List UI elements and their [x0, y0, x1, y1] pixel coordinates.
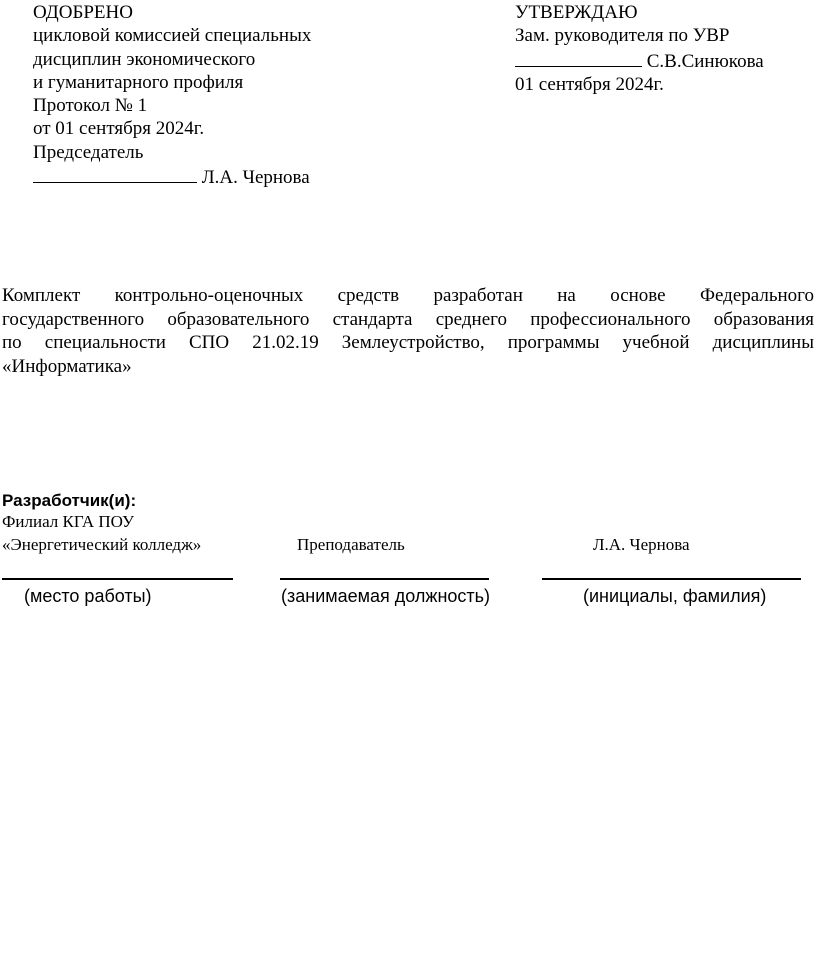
basis-line-1: Комплект контрольно-оценочных средств разработан на основе Федерального	[2, 285, 814, 306]
approve-block	[515, 1, 764, 96]
approved-protocol: Протокол № 1	[33, 95, 148, 117]
caption-position: (занимаемая должность)	[281, 586, 491, 606]
developer-person: Л.А. Чернова	[593, 535, 690, 554]
developer-position: Преподаватель	[297, 535, 405, 554]
developer-org-line-1: Филиал КГА ПОУ	[2, 512, 135, 531]
approved-heading: ОДОБРЕНО	[33, 2, 133, 23]
approved-line-2: дисциплин экономического	[33, 48, 256, 70]
basis-paragraph	[2, 284, 814, 378]
approve-heading: УТВЕРЖДАЮ	[515, 2, 638, 23]
developer-heading: Разработчик(и):	[2, 491, 137, 510]
person-rule	[542, 578, 801, 580]
signature-line	[515, 48, 642, 67]
basis-line-3: по специальности СПО 21.02.19 Землеустройство, программы учебной дисциплины	[2, 332, 814, 353]
approved-chair-title: Председатель	[33, 141, 144, 163]
basis-line-4: «Информатика»	[2, 355, 132, 377]
approved-line-3: и гуманитарного профиля	[33, 71, 244, 93]
caption-workplace: (место работы)	[24, 586, 152, 606]
position-rule	[280, 578, 489, 580]
approve-date: 01 сентября 2024г.	[515, 73, 664, 95]
workplace-rule	[2, 578, 233, 580]
approve-signature	[515, 48, 764, 73]
approve-position: Зам. руководителя по УВР	[515, 25, 730, 47]
caption-person: (инициалы, фамилия)	[583, 586, 767, 606]
approved-chair-name: Л.А. Чернова	[201, 167, 310, 189]
approved-chair-signature	[33, 164, 311, 189]
basis-line-2: государственного образовательного стандарта среднего профессионального образования	[2, 308, 814, 330]
signature-line	[33, 164, 197, 183]
approved-block	[33, 1, 311, 189]
approved-line-1: цикловой комиссией специальных	[33, 25, 312, 47]
approve-name: С.В.Синюкова	[646, 50, 764, 72]
developer-org-line-2: «Энергетический колледж»	[2, 535, 202, 554]
approved-date: от 01 сентября 2024г.	[33, 118, 205, 140]
